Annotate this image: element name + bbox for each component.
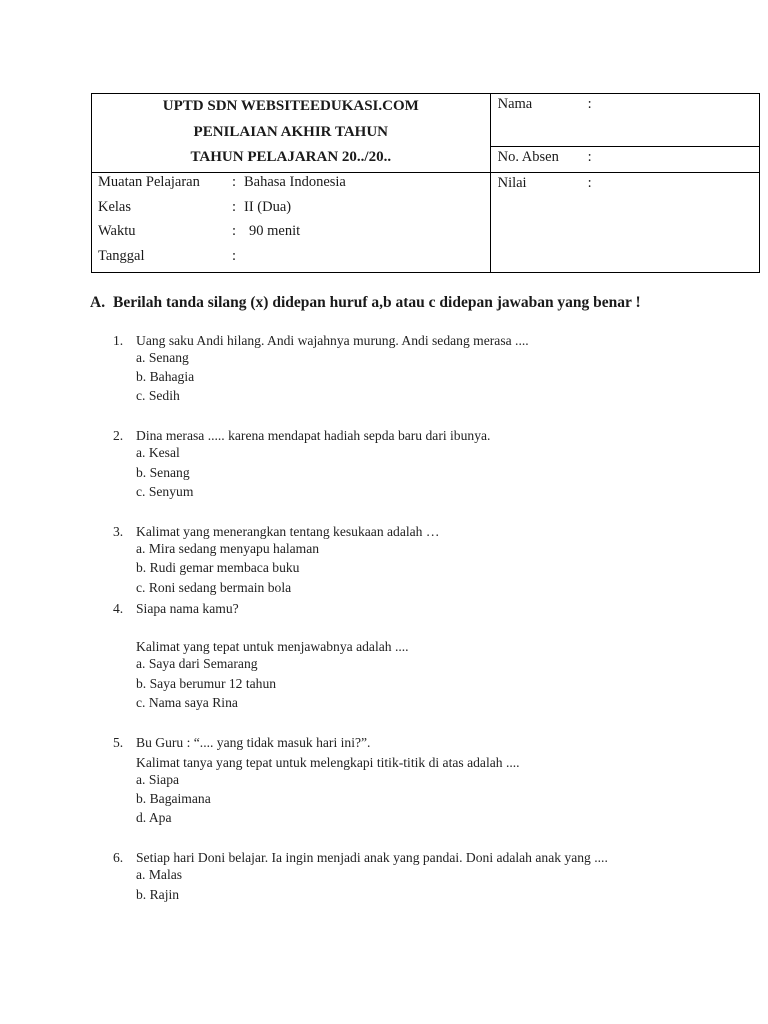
nilai-colon: : xyxy=(587,175,592,191)
date-colon: : xyxy=(232,248,237,264)
answer-option[interactable]: b. Senang xyxy=(136,465,190,480)
time-value: 90 menit xyxy=(249,223,301,239)
school-year: TAHUN PELAJARAN 20../20.. xyxy=(190,149,392,165)
subject-info-cell xyxy=(92,173,491,273)
question-text: Bu Guru : “.... yang tidak masuk hari ini?”. xyxy=(136,735,371,750)
question-text: Kalimat yang menerangkan tentang kesukaan adalah … xyxy=(136,524,440,539)
answer-option[interactable]: a. Mira sedang menyapu halaman xyxy=(136,541,320,556)
question-number: 4. xyxy=(113,601,124,616)
answer-option[interactable]: d. Apa xyxy=(136,810,172,825)
answer-option[interactable]: b. Bahagia xyxy=(136,369,195,384)
answer-option[interactable]: b. Rajin xyxy=(136,887,180,902)
nama-label: Nama xyxy=(497,96,533,112)
class-value: II (Dua) xyxy=(244,199,292,215)
section-instruction: Berilah tanda silang (x) didepan huruf a,b atau c didepan jawaban yang benar ! xyxy=(113,294,641,311)
question-number: 5. xyxy=(113,735,124,750)
subject-label: Muatan Pelajaran xyxy=(98,174,200,190)
nama-field[interactable] xyxy=(490,94,759,147)
subject-value: Bahasa Indonesia xyxy=(244,174,346,190)
absen-field[interactable] xyxy=(490,146,759,172)
school-title-cell xyxy=(92,94,491,173)
question-number: 1. xyxy=(113,333,124,348)
nama-colon: : xyxy=(587,96,592,112)
answer-option[interactable]: a. Senang xyxy=(136,350,189,365)
class-label: Kelas xyxy=(98,199,132,215)
answer-option[interactable]: a. Siapa xyxy=(136,772,180,787)
answer-option[interactable]: c. Senyum xyxy=(136,484,194,499)
answer-option[interactable]: c. Roni sedang bermain bola xyxy=(136,580,292,595)
absen-colon: : xyxy=(587,148,592,165)
answer-option[interactable]: b. Rudi gemar membaca buku xyxy=(136,560,300,575)
school-name: UPTD SDN WEBSITEEDUKASI.COM xyxy=(162,98,419,114)
absen-label: No. Absen xyxy=(497,148,559,165)
question-text: Kalimat tanya yang tepat untuk melengkapi titik-titik di atas adalah .... xyxy=(136,755,520,770)
question-number: 2. xyxy=(113,428,124,443)
question-number: 3. xyxy=(113,524,124,539)
question-text: Kalimat yang tepat untuk menjawabnya adalah .... xyxy=(136,639,409,654)
question-number: 6. xyxy=(113,850,124,865)
section-letter: A. xyxy=(90,294,106,311)
subject-colon: : xyxy=(232,174,237,190)
question-text: Dina merasa ..... karena mendapat hadiah sepda baru dari ibunya. xyxy=(136,428,491,443)
answer-option[interactable]: a. Kesal xyxy=(136,445,180,460)
answer-option[interactable]: b. Bagaimana xyxy=(136,791,211,806)
time-colon: : xyxy=(232,223,237,239)
exam-header-table xyxy=(91,93,760,273)
time-label: Waktu xyxy=(98,223,136,239)
date-label: Tanggal xyxy=(98,248,145,264)
question-text: Siapa nama kamu? xyxy=(136,601,239,616)
answer-option[interactable]: c. Nama saya Rina xyxy=(136,695,238,710)
answer-option[interactable]: c. Sedih xyxy=(136,388,180,403)
question-text: Setiap hari Doni belajar. Ia ingin menjadi anak yang pandai. Doni adalah anak yang .... xyxy=(136,850,608,865)
answer-option[interactable]: b. Saya berumur 12 tahun xyxy=(136,676,277,691)
class-colon: : xyxy=(232,199,237,215)
nilai-label: Nilai xyxy=(497,175,527,191)
question-text: Uang saku Andi hilang. Andi wajahnya murung. Andi sedang merasa .... xyxy=(136,333,529,348)
answer-option[interactable]: a. Saya dari Semarang xyxy=(136,656,258,671)
answer-option[interactable]: a. Malas xyxy=(136,867,183,882)
exam-name: PENILAIAN AKHIR TAHUN xyxy=(193,123,389,140)
nilai-field xyxy=(490,173,759,273)
